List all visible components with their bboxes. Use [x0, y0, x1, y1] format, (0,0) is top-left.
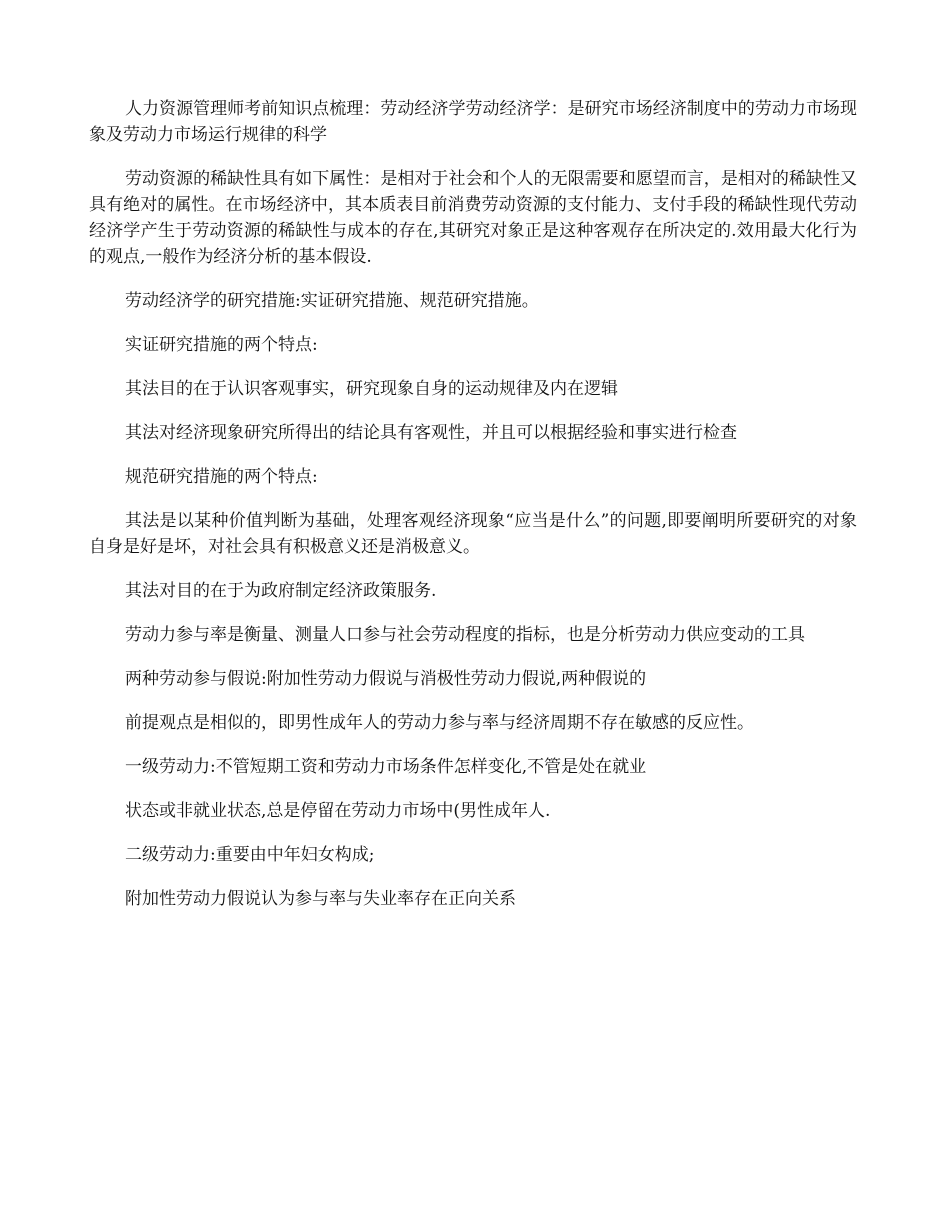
paragraph-11: 两种劳动参与假说:附加性劳动力假说与消极性劳动力假说,两种假说的 — [125, 669, 647, 689]
paragraph-10: 劳动力参与率是衡量、测量人口参与社会劳动程度的指标，也是分析劳动力供应变动的工具 — [125, 625, 805, 645]
document-body — [89, 96, 857, 930]
paragraph-14: 状态或非就业状态,总是停留在劳动力市场中(男性成年人. — [125, 801, 551, 821]
paragraph-2: 劳动资源的稀缺性具有如下属性：是相对于社会和个人的无限需要和愿望而言，是相对的稀缺性又具有绝对的属性。在市场经济中，其本质表目前消费劳动资源的支付能力、支付手段的稀缺性现代劳动经济学产生于劳动资源的稀缺性与成本的存在,其研究对象正是这种客观存在所决定的.效用最大化行为的观点,一般作为经济分析的基本假设. — [89, 169, 857, 267]
paragraph-9: 其法对目的在于为政府制定经济政策服务. — [125, 581, 437, 601]
paragraph-7: 规范研究措施的两个特点: — [125, 467, 318, 487]
paragraph-3: 劳动经济学的研究措施:实证研究措施、规范研究措施。 — [125, 291, 539, 311]
paragraph-8: 其法是以某种价值判断为基础，处理客观经济现象“应当是什么”的问题,即要阐明所要研究的对象自身是好是坏，对社会具有积极意义还是消极意义。 — [89, 511, 857, 557]
paragraph-13: 一级劳动力:不管短期工资和劳动力市场条件怎样变化,不管是处在就业 — [125, 757, 647, 777]
paragraph-5: 其法目的在于认识客观事实，研究现象自身的运动规律及内在逻辑 — [125, 379, 618, 399]
paragraph-1: 人力资源管理师考前知识点梳理：劳动经济学劳动经济学：是研究市场经济制度中的劳动力市场现象及劳动力市场运行规律的科学 — [89, 99, 857, 145]
paragraph-6: 其法对经济现象研究所得出的结论具有客观性，并且可以根据经验和事实进行检查 — [125, 423, 737, 443]
paragraph-15: 二级劳动力:重要由中年妇女构成; — [125, 845, 375, 865]
paragraph-12: 前提观点是相似的，即男性成年人的劳动力参与率与经济周期不存在敏感的反应性。 — [125, 713, 754, 733]
paragraph-16: 附加性劳动力假说认为参与率与失业率存在正向关系 — [125, 889, 516, 909]
paragraph-4: 实证研究措施的两个特点: — [125, 335, 318, 355]
